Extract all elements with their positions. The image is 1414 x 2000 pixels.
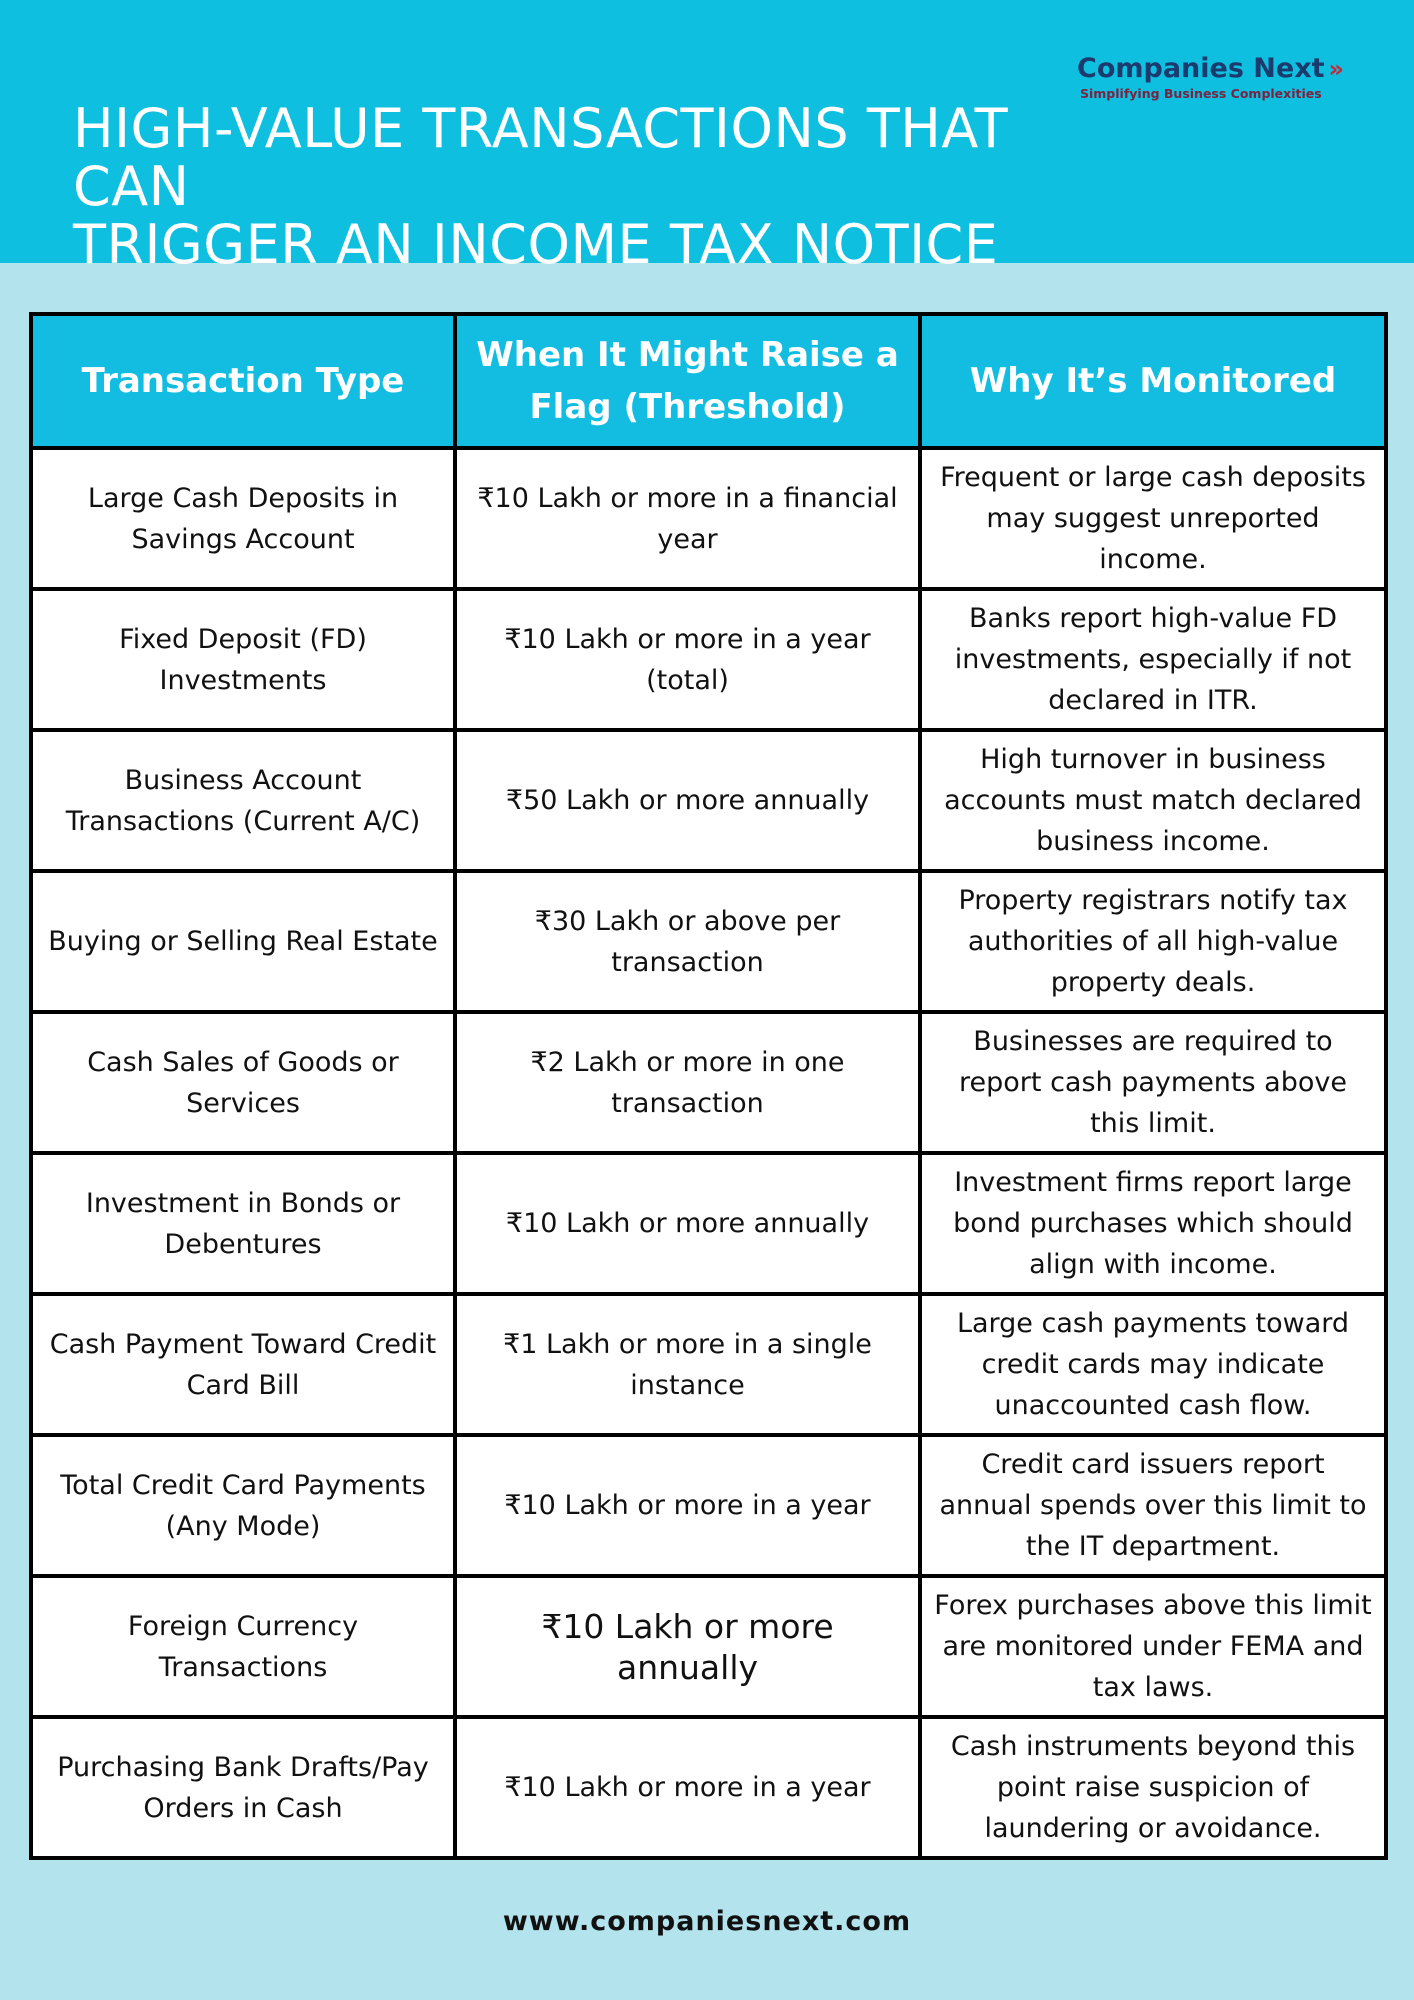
table-row (31, 1153, 1386, 1294)
table-row (31, 730, 1386, 871)
table-row (31, 871, 1386, 1012)
cell-reason: Forex purchases above this limit are monitored under FEMA and tax laws. (920, 1576, 1386, 1717)
cell-reason: Cash instruments beyond this point raise suspicion of laundering or avoidance. (920, 1717, 1386, 1858)
header-threshold: When It Might Raise a Flag (Threshold) (455, 314, 920, 448)
cell-reason: Property registrars notify tax authorities of all high-value property deals. (920, 871, 1386, 1012)
company-logo (1077, 52, 1362, 102)
footer-website-link[interactable]: www.companiesnext.com (502, 1906, 912, 1937)
cell-reason: Large cash payments toward credit cards may indicate unaccounted cash flow. (920, 1294, 1386, 1435)
table-header-row (31, 314, 1386, 448)
header-why-monitored: Why It’s Monitored (920, 314, 1386, 448)
cell-transaction-type: Large Cash Deposits in Savings Account (31, 448, 455, 589)
cell-transaction-type: Cash Payment Toward Credit Card Bill (31, 1294, 455, 1435)
cell-threshold: ₹10 Lakh or more in a year (455, 1435, 920, 1576)
cell-transaction-type: Buying or Selling Real Estate (31, 871, 455, 1012)
double-chevron-right-icon: » (1328, 55, 1339, 83)
table-row (31, 1717, 1386, 1858)
logo-tagline: Simplifying Business Complexities (1080, 86, 1322, 101)
header-banner (0, 0, 1414, 276)
header-transaction-type: Transaction Type (31, 314, 455, 448)
cell-threshold: ₹30 Lakh or above per transaction (455, 871, 920, 1012)
table-row (31, 1435, 1386, 1576)
logo-name-text: Companies Next (1077, 53, 1325, 84)
cell-transaction-type: Total Credit Card Payments (Any Mode) (31, 1435, 455, 1576)
table-row (31, 589, 1386, 730)
cell-threshold: ₹10 Lakh or more annually (455, 1576, 920, 1717)
table-body (31, 448, 1386, 1858)
cell-transaction-type: Investment in Bonds or Debentures (31, 1153, 455, 1294)
logo-name (1077, 52, 1362, 86)
cell-reason: Frequent or large cash deposits may suggest unreported income. (920, 448, 1386, 589)
page-title-line-2: TRIGGER AN INCOME TAX NOTICE (73, 213, 999, 276)
cell-threshold: ₹2 Lakh or more in one transaction (455, 1012, 920, 1153)
cell-transaction-type: Purchasing Bank Drafts/Pay Orders in Cash (31, 1717, 455, 1858)
cell-transaction-type: Fixed Deposit (FD) Investments (31, 589, 455, 730)
cell-reason: Banks report high-value FD investments, especially if not declared in ITR. (920, 589, 1386, 730)
cell-transaction-type: Foreign Currency Transactions (31, 1576, 455, 1717)
cell-transaction-type: Cash Sales of Goods or Services (31, 1012, 455, 1153)
cell-threshold: ₹10 Lakh or more in a financial year (455, 448, 920, 589)
cell-threshold: ₹10 Lakh or more in a year (455, 1717, 920, 1858)
table-header (31, 314, 1386, 448)
cell-reason: Businesses are required to report cash payments above this limit. (920, 1012, 1386, 1153)
cell-transaction-type: Business Account Transactions (Current A/C) (31, 730, 455, 871)
page-title-line-1: HIGH-VALUE TRANSACTIONS THAT CAN (73, 97, 1009, 218)
cell-threshold: ₹1 Lakh or more in a single instance (455, 1294, 920, 1435)
cell-reason: Investment firms report large bond purchases which should align with income. (920, 1153, 1386, 1294)
cell-threshold: ₹10 Lakh or more in a year (total) (455, 589, 920, 730)
cell-threshold: ₹10 Lakh or more annually (455, 1153, 920, 1294)
table-row (31, 1294, 1386, 1435)
table-row (31, 1576, 1386, 1717)
cell-threshold: ₹50 Lakh or more annually (455, 730, 920, 871)
transactions-table (29, 312, 1388, 1860)
page-title (73, 97, 1073, 276)
cell-reason: Credit card issuers report annual spends over this limit to the IT department. (920, 1435, 1386, 1576)
transactions-table-wrapper (29, 312, 1388, 1860)
table-row (31, 1012, 1386, 1153)
table-row (31, 448, 1386, 589)
cell-reason: High turnover in business accounts must match declared business income. (920, 730, 1386, 871)
